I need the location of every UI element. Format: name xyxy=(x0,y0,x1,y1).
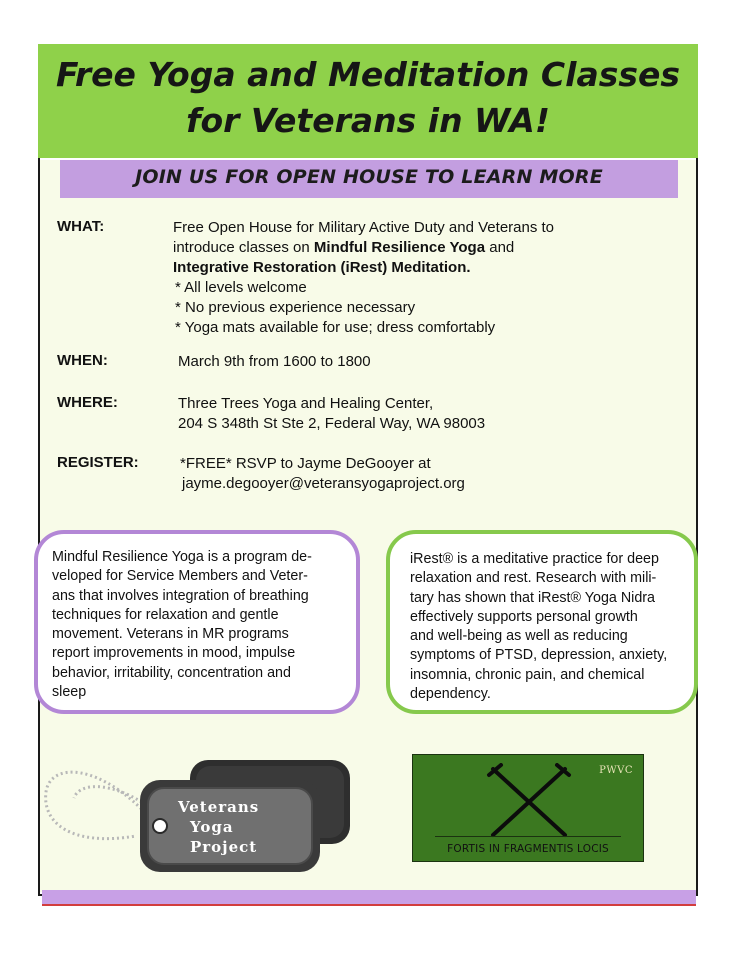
info-line: effectively supports personal growth xyxy=(410,608,638,625)
what-details xyxy=(173,218,554,338)
info-line: and well-being as well as reducing xyxy=(410,628,628,645)
info-line: report improvements in mood, impulse xyxy=(52,645,296,662)
info-line: Mindful Resilience Yoga is a program de- xyxy=(52,549,312,565)
what-line-3 xyxy=(173,258,554,278)
rsvp-text: *FREE* RSVP to Jayme DeGooyer at xyxy=(180,455,431,472)
what-line-1: Free Open House for Military Active Duty and Veterans to xyxy=(173,219,555,236)
what-line-2-suffix: and xyxy=(485,239,515,256)
bottom-accent-bar xyxy=(42,890,696,904)
flyer-title xyxy=(38,52,698,144)
where-address xyxy=(178,394,485,434)
title-line-2: for Veterans in WA! xyxy=(186,101,550,140)
info-line: movement. Veterans in MR programs xyxy=(52,626,289,643)
info-line: relaxation and rest. Research with mili- xyxy=(410,570,657,587)
register-details xyxy=(180,454,465,494)
where-label: WHERE: xyxy=(57,394,118,411)
veterans-yoga-project-logo xyxy=(40,752,356,878)
irest-description xyxy=(410,550,692,704)
pwvc-motto: FORTIS IN FRAGMENTIS LOCIS xyxy=(447,843,609,855)
info-line: techniques for relaxation and gentle xyxy=(52,606,279,623)
venue-name: Three Trees Yoga and Healing Center, xyxy=(178,395,434,412)
mindful-resilience-info-box xyxy=(34,530,360,714)
what-line-2-text: introduce classes on xyxy=(173,239,314,256)
pwvc-tag: PWVC xyxy=(599,765,633,776)
info-line: tary has shown that iRest® Yoga Nidra xyxy=(410,589,655,606)
info-line: iRest® is a meditative practice for deep xyxy=(410,551,659,567)
irest-info-box xyxy=(386,530,698,714)
pwvc-divider xyxy=(435,836,621,837)
info-line: dependency. xyxy=(410,686,491,703)
bullet-item: * Yoga mats available for use; dress comfortably xyxy=(175,319,496,336)
info-line: insomnia, chronic pain, and chemical xyxy=(410,666,645,683)
info-line: veloped for Service Members and Veter- xyxy=(52,568,308,585)
bullet-item: * No previous experience necessary xyxy=(175,299,416,316)
info-line: behavior, irritability, concentration and xyxy=(52,664,291,681)
vyp-line-3: Project xyxy=(190,838,258,856)
title-line-1: Free Yoga and Meditation Classes xyxy=(55,55,681,94)
irest-meditation-emphasis: Integrative Restoration (iRest) Meditation. xyxy=(173,259,471,276)
info-line: ans that involves integration of breathing xyxy=(52,587,309,604)
what-label: WHAT: xyxy=(57,218,105,235)
pwvc-logo xyxy=(412,754,644,862)
mindful-resilience-description xyxy=(52,548,352,702)
when-value: March 9th from 1600 to 1800 xyxy=(178,353,371,370)
vyp-line-2: Yoga xyxy=(190,818,234,836)
bullet-item: * All levels welcome xyxy=(175,279,307,296)
rsvp-email-link[interactable]: jayme.degooyer@veteransyogaproject.org xyxy=(182,475,465,492)
street-address: 204 S 348th St Ste 2, Federal Way, WA 98003 xyxy=(178,415,486,432)
crossed-swords-icon xyxy=(479,763,579,839)
mindful-resilience-yoga-emphasis: Mindful Resilience Yoga xyxy=(313,239,486,256)
open-house-banner-text: JOIN US FOR OPEN HOUSE TO LEARN MORE xyxy=(135,166,603,188)
info-line: symptoms of PTSD, depression, anxiety, xyxy=(410,647,668,664)
info-line: sleep xyxy=(52,684,87,701)
register-label: REGISTER: xyxy=(57,454,139,471)
what-line-2 xyxy=(173,238,554,258)
vyp-line-1: Veterans xyxy=(178,798,260,816)
when-label: WHEN: xyxy=(57,352,108,369)
bottom-accent-line xyxy=(42,904,696,906)
